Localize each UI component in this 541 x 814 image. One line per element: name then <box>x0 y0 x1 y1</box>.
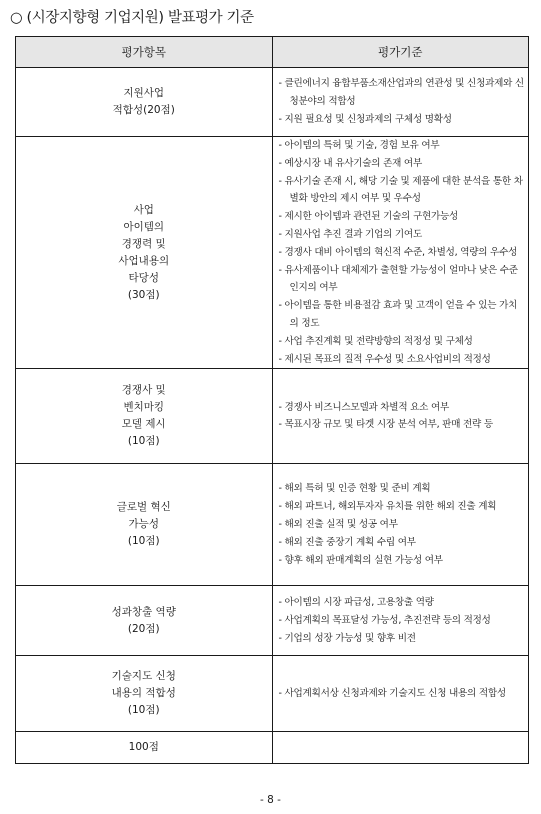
criteria-cell <box>272 656 529 732</box>
category-line: 경쟁사 및 <box>121 384 166 397</box>
criteria-cell <box>272 68 529 137</box>
table-row <box>16 464 529 586</box>
category-line: 모델 제시 <box>121 418 166 431</box>
table-row <box>16 137 529 369</box>
criteria-item: - 지원사업 추진 결과 기업의 기여도 <box>279 226 525 244</box>
table-total-row <box>16 732 529 764</box>
header-evaluation-criteria: 평가기준 <box>272 37 529 68</box>
page-number: - 8 - <box>260 794 281 806</box>
category-line: 가능성 <box>128 518 159 531</box>
criteria-item: - 유사제품이나 대체제가 출현할 가능성이 얼마나 낮은 수준인지의 여부 <box>279 262 525 298</box>
category-line: (10점) <box>127 435 160 448</box>
criteria-item: - 해외 특허 및 인증 현황 및 준비 계획 <box>279 480 525 498</box>
table-row <box>16 68 529 137</box>
evaluation-criteria-table <box>15 36 529 764</box>
criteria-item: - 경쟁사 대비 아이템의 혁신적 수준, 차별성, 역량의 우수성 <box>279 244 525 262</box>
criteria-cell <box>272 369 529 464</box>
criteria-item: - 지원 필요성 및 신청과제의 구체성 명확성 <box>279 111 525 129</box>
category-line: 적합성(20점) <box>112 104 175 116</box>
criteria-item: - 예상시장 내 유사기술의 존재 여부 <box>279 155 525 173</box>
table-row <box>16 656 529 732</box>
category-line: (20점) <box>127 622 160 635</box>
category-line: (30점) <box>127 288 160 301</box>
category-line: (10점) <box>127 535 160 548</box>
criteria-item: - 사업계획의 목표달성 가능성, 추진전략 등의 적정성 <box>279 612 525 630</box>
category-cell <box>16 369 273 464</box>
criteria-item: - 기업의 성장 가능성 및 향후 비전 <box>279 630 525 648</box>
category-line: 글로벌 혁신 <box>116 501 171 514</box>
category-cell <box>16 464 273 586</box>
category-line: 기술지도 신청 <box>111 670 176 683</box>
criteria-item: - 사업 추진계획 및 전략방향의 적정성 및 구체성 <box>279 333 525 351</box>
category-line: 지원사업 <box>123 87 165 99</box>
criteria-item: - 경쟁사 비즈니스모델과 차별적 요소 여부 <box>279 399 525 417</box>
criteria-item: - 제시한 아이템과 관련된 기술의 구현가능성 <box>279 208 525 226</box>
category-line: 성과창출 역량 <box>111 605 176 618</box>
criteria-item: - 해외 파트너, 해외투자자 유치를 위한 해외 진출 계획 <box>279 498 525 516</box>
criteria-cell <box>272 464 529 586</box>
criteria-item: - 유사기술 존재 시, 해당 기술 및 제품에 대한 분석을 통한 차별화 방안의 제시 여부 및 우수성 <box>279 173 525 209</box>
criteria-cell <box>272 137 529 369</box>
category-line: 사업 <box>133 203 154 216</box>
category-line: (10점) <box>127 704 160 717</box>
criteria-item: - 아이템을 통한 비용절감 효과 및 고객이 얻을 수 있는 가치의 정도 <box>279 297 525 333</box>
criteria-item: - 사업계획서상 신청과제와 기술지도 신청 내용의 적합성 <box>279 685 525 703</box>
criteria-item: - 아이템의 특허 및 기술, 경험 보유 여부 <box>279 137 525 155</box>
category-cell <box>16 137 273 369</box>
category-cell <box>16 656 273 732</box>
category-line: 경쟁력 및 <box>121 237 166 250</box>
criteria-item: - 아이템의 시장 파급성, 고용창출 역량 <box>279 594 525 612</box>
total-points-cell: 100점 <box>16 732 273 764</box>
category-cell <box>16 68 273 137</box>
criteria-item: - 해외 진출 실적 및 성공 여부 <box>279 516 525 534</box>
table-header-row <box>16 37 529 68</box>
category-line: 내용의 적합성 <box>111 687 176 700</box>
category-cell <box>16 586 273 656</box>
document-heading: ○ (시장지향형 기업지원) 발표평가 기준 <box>10 10 254 26</box>
header-evaluation-item: 평가항목 <box>16 37 273 68</box>
criteria-item: - 목표시장 규모 및 타겟 시장 분석 여부, 판매 전략 등 <box>279 416 525 434</box>
total-empty-cell <box>272 732 529 764</box>
criteria-cell <box>272 586 529 656</box>
criteria-item: - 클린에너지 융합부품소재산업과의 연관성 및 신청과제와 신청분야의 적합성 <box>279 75 525 111</box>
criteria-item: - 해외 진출 중장기 계획 수립 여부 <box>279 534 525 552</box>
table-row <box>16 369 529 464</box>
category-line: 사업내용의 <box>118 254 170 267</box>
criteria-item: - 제시된 목표의 질적 우수성 및 소요사업비의 적정성 <box>279 351 525 369</box>
criteria-item: - 향후 해외 판매계획의 실현 가능성 여부 <box>279 552 525 570</box>
category-line: 타당성 <box>128 271 159 284</box>
table-row <box>16 586 529 656</box>
category-line: 아이템의 <box>123 220 165 233</box>
category-line: 벤치마킹 <box>123 401 165 414</box>
